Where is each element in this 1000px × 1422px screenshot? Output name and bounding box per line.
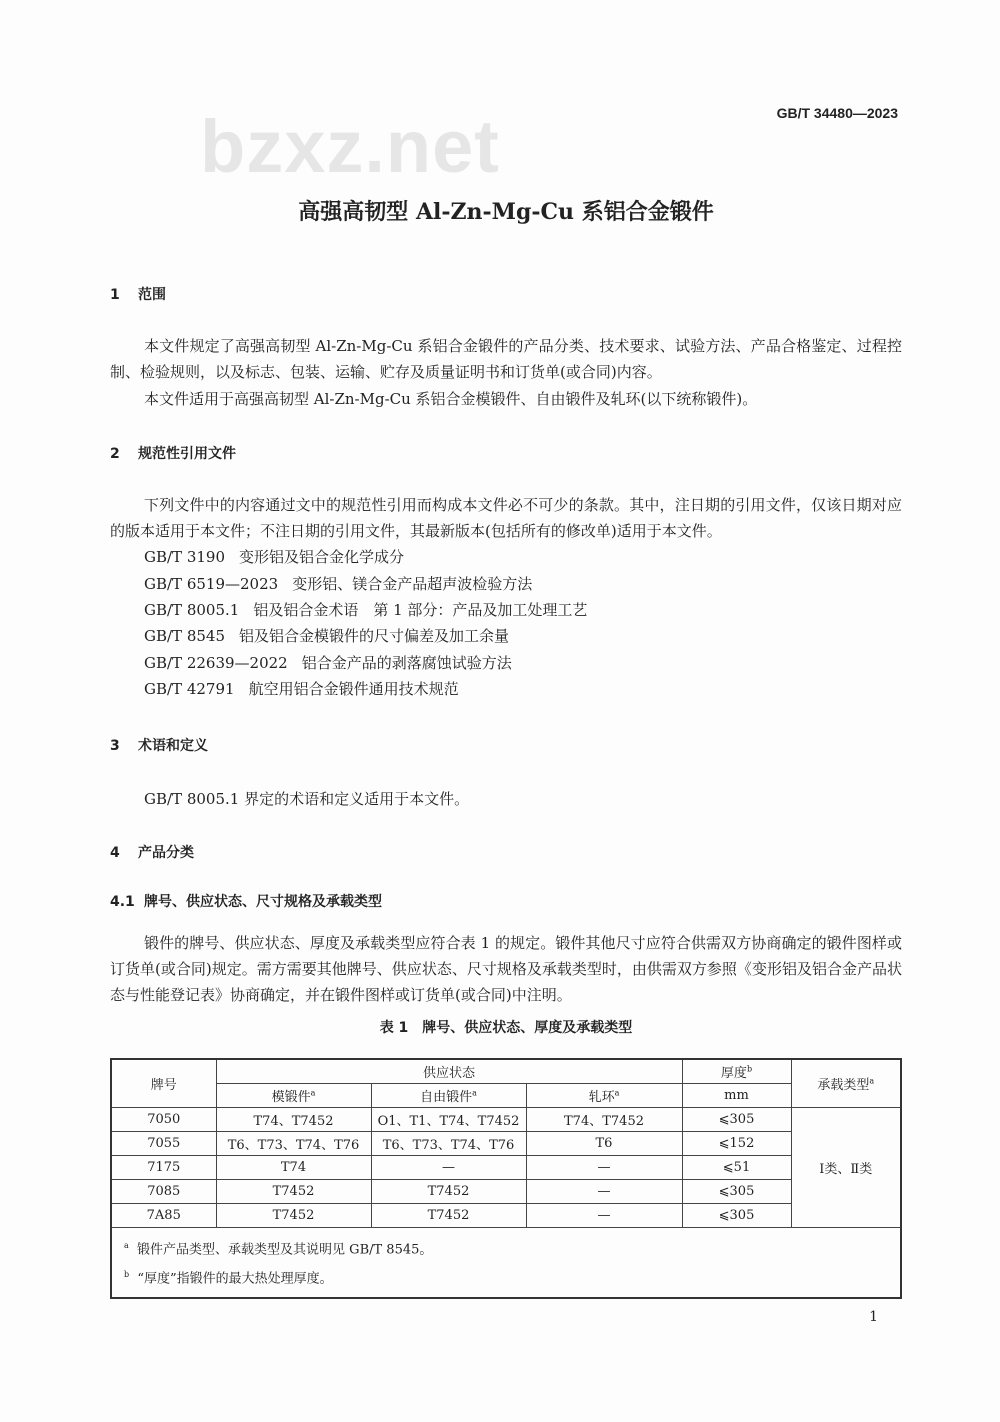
cell: 7085 [111, 1180, 216, 1204]
paragraph: 下列文件中的内容通过文中的规范性引用而构成本文件必不可少的条款。其中，注日期的引用文件，仅该日期对应的版本适用于本文件；不注日期的引用文件，其最新版本(包括所有的修改单)适用于本文件。 [110, 495, 902, 541]
cell: 7A85 [111, 1204, 216, 1228]
table-row [111, 1132, 901, 1156]
cell: ⩽305 [682, 1204, 791, 1228]
cell: — [526, 1204, 682, 1228]
section-title: 牌号、供应状态、尺寸规格及承载类型 [144, 893, 382, 910]
section-number: 4.1 [110, 893, 135, 910]
header-load-type [791, 1059, 901, 1108]
reference-name: 航空用铝合金锻件通用技术规范 [248, 679, 459, 698]
cell: — [526, 1156, 682, 1180]
reference-item [144, 623, 902, 649]
reference-item [144, 544, 902, 570]
cell: T7452 [216, 1204, 371, 1228]
cell: T6 [526, 1132, 682, 1156]
reference-name: 铝合金产品的剥落腐蚀试验方法 [301, 653, 512, 672]
reference-name: 变形铝及铝合金化学成分 [239, 548, 405, 567]
section-2-heading [110, 444, 902, 464]
cell: T6、T73、T74、T76 [216, 1132, 371, 1156]
reference-code: GB/T 22639—2022 [144, 653, 288, 672]
paragraph: GB/T 8005.1 界定的术语和定义适用于本文件。 [144, 790, 470, 809]
cell: 7175 [111, 1156, 216, 1180]
header-label: 轧环 [588, 1090, 615, 1106]
section-number: 1 [110, 287, 120, 303]
cell: T74 [216, 1156, 371, 1180]
cell: T74、T7452 [216, 1108, 371, 1132]
section-title: 产品分类 [138, 844, 194, 861]
table-row [111, 1204, 901, 1228]
cell: ⩽51 [682, 1156, 791, 1180]
header-grade: 牌号 [111, 1059, 216, 1108]
header-unit: mm [682, 1084, 791, 1108]
footnote-mark: a [869, 1077, 875, 1087]
cell: 7050 [111, 1108, 216, 1132]
cell: T6、T73、T74、T76 [371, 1132, 526, 1156]
reference-name: 铝及铝合金术语 第 1 部分：产品及加工处理工艺 [253, 601, 588, 620]
table-row [111, 1180, 901, 1204]
cell: T7452 [371, 1180, 526, 1204]
table-row [111, 1108, 901, 1132]
header-label: 自由锻件 [420, 1090, 473, 1106]
reference-item [144, 571, 902, 597]
header-supply-state: 供应状态 [216, 1059, 682, 1084]
footnote-mark: a [310, 1089, 316, 1099]
section-title: 术语和定义 [138, 738, 208, 755]
table-caption: 表 1 牌号、供应状态、厚度及承载类型 [379, 1020, 633, 1037]
section-number: 4 [110, 844, 120, 861]
reference-code: GB/T 8005.1 [144, 601, 240, 620]
reference-code: GB/T 3190 [144, 548, 226, 567]
header-label: 模锻件 [271, 1090, 311, 1106]
table-1 [110, 1058, 902, 1299]
cell: T7452 [216, 1180, 371, 1204]
section-title: 范围 [138, 287, 166, 303]
footnote-mark: a [124, 1241, 129, 1251]
load-type-cell: Ⅰ类、Ⅱ类 [791, 1108, 901, 1228]
footnote-mark: a [614, 1089, 620, 1099]
document-title: 高强高韧型 Al-Zn-Mg-Cu 系铝合金锻件 [298, 199, 714, 225]
page-number: 1 [869, 1309, 878, 1326]
section-3-heading [110, 736, 902, 756]
reference-item [144, 597, 902, 623]
header-thickness-label: 厚度 [720, 1066, 747, 1082]
footnote [124, 1234, 888, 1262]
paragraph: 本文件规定了高强高韧型 Al-Zn-Mg-Cu 系铝合金锻件的产品分类、技术要求、试验方法、产品合格鉴定、过程控制、检验规则，以及标志、包装、运输、贮存及质量证明书和订货单(或合同)内容。 [110, 337, 902, 382]
cell: ⩽305 [682, 1108, 791, 1132]
section-number: 2 [110, 445, 120, 462]
header-free-forging [371, 1084, 526, 1108]
header-load-label: 承载类型 [817, 1078, 870, 1094]
reference-item [144, 650, 902, 676]
reference-code: GB/T 6519—2023 [144, 574, 279, 593]
cell: O1、T1、T74、T7452 [371, 1108, 526, 1132]
footnote-mark: b [124, 1269, 130, 1279]
reference-name: 变形铝、镁合金产品超声波检验方法 [292, 574, 533, 593]
cell: T7452 [371, 1204, 526, 1228]
page-body [110, 0, 902, 1367]
reference-item [144, 676, 902, 702]
footnote-text: 锻件产品类型、承载类型及其说明见 GB/T 8545。 [137, 1242, 433, 1258]
paragraph: 锻件的牌号、供应状态、厚度及承载类型应符合表 1 的规定。锻件其他尺寸应符合供需双方协商确定的锻件图样或订货单(或合同)规定。需方需要其他牌号、供应状态、尺寸规格及承载类型时，由供需双方参照《变形铝及铝合金产品状态与性能登记表》协商确定，并在锻件图样或订货单(或合同)中注明。 [110, 933, 902, 1005]
table-row [111, 1156, 901, 1180]
header-die-forging [216, 1084, 371, 1108]
footnote-text: “厚度”指锻件的最大热处理厚度。 [137, 1271, 333, 1287]
footnote [124, 1263, 888, 1291]
reference-code: GB/T 42791 [144, 679, 235, 698]
section-4-1-heading [110, 892, 902, 912]
reference-name: 铝及铝合金模锻件的尺寸偏差及加工余量 [239, 627, 510, 646]
watermark: bzxz.net [200, 105, 500, 188]
paragraph: 本文件适用于高强高韧型 Al-Zn-Mg-Cu 系铝合金模锻件、自由锻件及轧环(以下统称锻件)。 [144, 389, 758, 408]
section-1-heading [110, 285, 902, 305]
cell: ⩽305 [682, 1180, 791, 1204]
cell: 7055 [111, 1132, 216, 1156]
section-4-heading [110, 843, 902, 863]
standard-number: GB/T 34480—2023 [776, 105, 898, 121]
section-number: 3 [110, 738, 120, 755]
footnote-mark: a [472, 1089, 477, 1099]
reference-code: GB/T 8545 [144, 627, 226, 646]
cell: T74、T7452 [526, 1108, 682, 1132]
header-rolled-ring [526, 1084, 682, 1108]
cell: — [371, 1156, 526, 1180]
section-title: 规范性引用文件 [138, 445, 236, 462]
table-footnotes [111, 1228, 901, 1298]
footnote-mark: b [746, 1065, 753, 1075]
cell: — [526, 1180, 682, 1204]
cell: ⩽152 [682, 1132, 791, 1156]
header-thickness [682, 1059, 791, 1084]
